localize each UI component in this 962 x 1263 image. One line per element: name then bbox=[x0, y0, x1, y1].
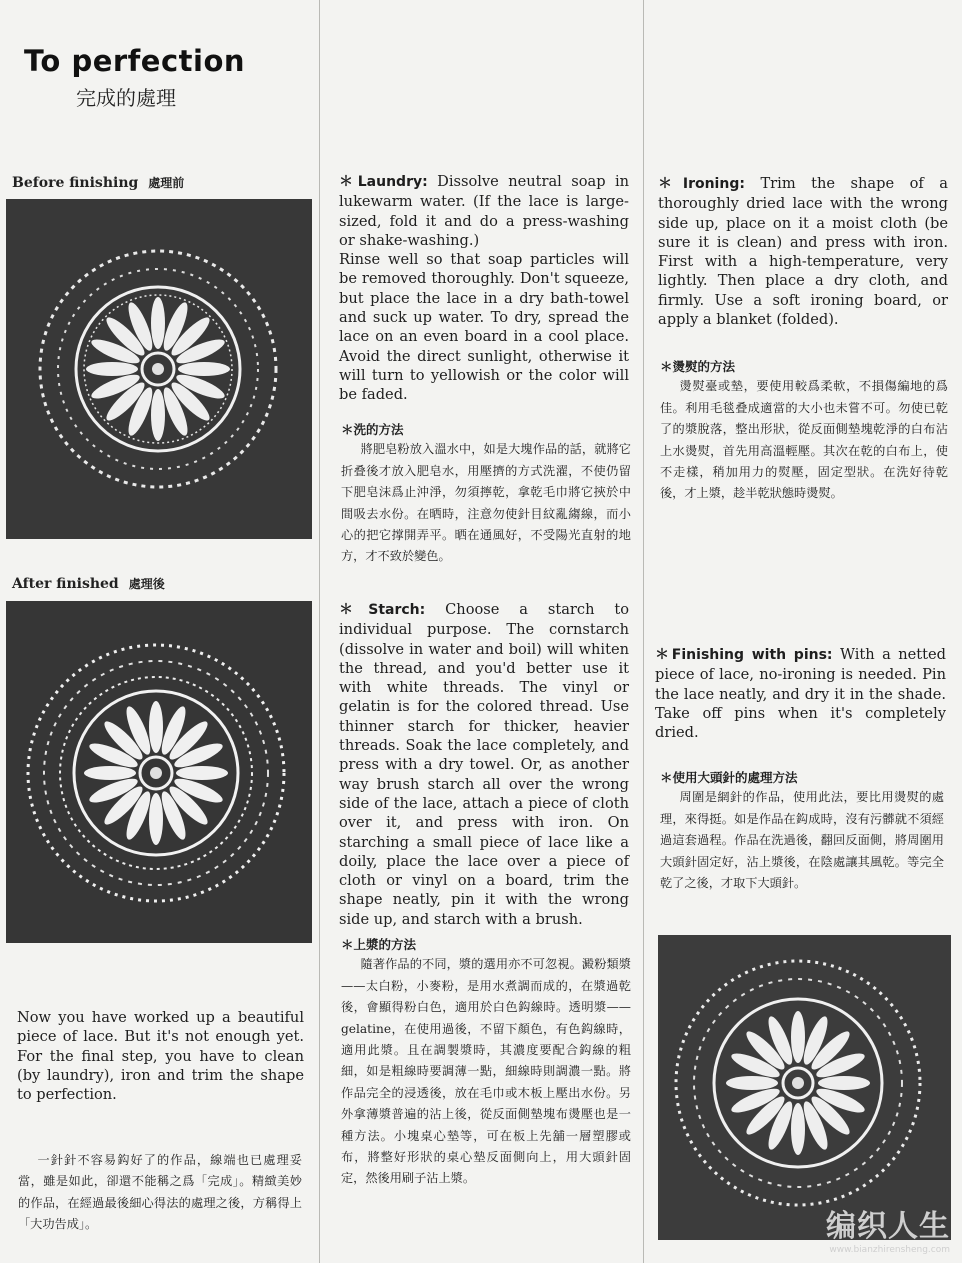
doily-petal bbox=[178, 362, 230, 376]
ironing-text: Trim the shape of a thoroughly dried lace with the wrong side up, place on it a moist cloth (be sure it is clean) and press with iron. First with a high-temperature, very lightly. Then place a dry cloth, and firmly. Use a soft ironing board, or apply a blanket (folded). bbox=[658, 175, 948, 329]
intro-text-zh: 一針針不容易鈎好了的作品，線端也已處理妥當，雖是如此，卻還不能稱之爲「完成」。精緻美妙的作品，在經過最後細心得法的處理之後，方稱得上「大功告成」。 bbox=[18, 1153, 302, 1232]
pins-heading: ＊Finishing with pins: bbox=[655, 647, 833, 663]
pins-zh-heading: ＊使用大頭針的處理方法 bbox=[660, 770, 798, 785]
doily-before-illustration bbox=[6, 199, 312, 539]
ironing-zh-text: 燙熨臺或墊，要使用較爲柔軟，不損傷編地的爲佳。利用毛毯叠成適當的大小也未嘗不可。勿使已乾了的漿脫落，整出形狀，從反面側墊塊乾淨的白布沾上水燙熨，首先用高溫輕壓。其次在乾的白布上，使不走樣，稍加用力的熨壓，固定型狀。在洗好待乾後，才上漿，趁半乾狀態時燙熨。 bbox=[660, 379, 948, 501]
laundry-heading: ＊Laundry: bbox=[339, 174, 428, 190]
pins-text: With a netted piece of lace, no-ironing is needed. Pin the lace neatly, and dry it in the shade. Take off pins when it's completely dried. bbox=[655, 646, 946, 742]
laundry-zh-text: 將肥皂粉放入溫水中，如是大塊作品的話，就將它折叠後才放入肥皂水，用壓擠的方式洗濯，不使仍留下肥皂沫爲止沖淨，勿須擰乾，拿乾毛巾將它挾於中間吸去水份。在晒時，注意勿使針目紋亂縐線，而小心的把它撑開弄平。晒在通風好，不受陽光直射的地方，才不致於變色。 bbox=[341, 442, 631, 564]
ironing-section bbox=[658, 174, 948, 329]
page-title-zh: 完成的處理 bbox=[76, 86, 176, 110]
pins-section bbox=[655, 645, 946, 742]
doily-petal bbox=[86, 362, 138, 376]
page-title: To perfection bbox=[24, 44, 246, 78]
laundry-zh-heading: ＊洗的方法 bbox=[341, 422, 404, 437]
watermark-logo: 编织人生 bbox=[826, 1209, 950, 1244]
ironing-zh-heading: ＊燙熨的方法 bbox=[660, 359, 736, 374]
intro-text-en: Now you have worked up a beautiful piece of lace. But it's not enough yet. For the final step, you have to clean (by laundry), iron and trim the shape to perfection. bbox=[17, 1009, 304, 1104]
laundry-text-2: Rinse well so that soap particles will be removed thoroughly. Don't squeeze, but place the lace in a dry bath-towel and suck up water. To dry, spread the lace on an even board in a cool place. Avoid the direct sunlight, otherwise it will turn to yellowish or the color will be faded. bbox=[339, 251, 629, 404]
doily-petal bbox=[84, 766, 136, 780]
starch-section bbox=[339, 600, 629, 929]
starch-text: Choose a starch to individual purpose. The cornstarch (dissolve in water and boil) will whiten the thread, and you'd better use it with white threads. The vinyl or gelatin is for the colored thread. Use thinner starch for thicker, heavier threads. Soak the lace completely, and press with a dry towel. Or, as another way brush starch all over the wrong side of the lace, attach a piece of cloth over it, and press with iron. On starching a small piece of lace like a doily, place the lace over a piece of cloth or vinyl on a board, trim the shape neatly, pin it with the wrong side up, and starch with a brush. bbox=[339, 601, 629, 928]
before-label-zh: 處理前 bbox=[148, 176, 185, 190]
starch-zh-section bbox=[341, 935, 631, 1190]
doily-petal bbox=[151, 297, 165, 349]
doily-photo-pinned bbox=[658, 935, 951, 1240]
doily-petal bbox=[791, 1103, 805, 1155]
doily-petal bbox=[151, 389, 165, 441]
pins-zh-section bbox=[660, 768, 944, 894]
doily-petal bbox=[791, 1011, 805, 1063]
starch-zh-text: 隨著作品的不同，漿的選用亦不可忽視。澱粉類漿——太白粉，小麥粉，是用水煮調而成的，在漿過乾後，會顯得粉白色，適用於白色鈎線時。透明漿——gelatine，在使用過後，不留下顏色，有色鈎線時，適用此漿。且在調製漿時，其濃度要配合鈎線的粗細，如是粗線時要調薄一點，細線時則調濃一點。將作品完全的浸透後，放在毛巾或木板上壓出水份。另外拿薄漿普遍的沾上後，從反面側墊塊布燙壓也是一種方法。小塊桌心墊等，可在板上先舖一層塑膠或布，將整好形狀的桌心墊反面側向上，用大頭針固定，然後用刷子沾上漿。 bbox=[341, 957, 631, 1186]
doily-petal bbox=[149, 793, 163, 845]
doily-petal bbox=[818, 1076, 870, 1090]
pins-zh-text: 周圍是網針的作品，使用此法，要比用燙熨的處理，來得挺。如是作品在鈎成時，沒有污髒就不須經過這套過程。作品在洗過後，翻回反面側，將周圍用大頭針固定好，沾上漿後，在陰處讓其風乾。等完全乾了之後，才取下大頭針。 bbox=[660, 790, 944, 890]
watermark-url: www.bianzhirensheng.com bbox=[829, 1245, 950, 1255]
laundry-section bbox=[339, 172, 629, 405]
doily-pinned-illustration bbox=[658, 935, 951, 1240]
after-label-en: After finished bbox=[12, 576, 119, 592]
watermark bbox=[826, 1201, 950, 1255]
doily-photo-after bbox=[6, 601, 312, 943]
ironing-heading: ＊Ironing: bbox=[658, 176, 745, 192]
starch-heading: ＊Starch: bbox=[339, 602, 426, 618]
before-finishing-label bbox=[12, 174, 184, 191]
laundry-text: Dissolve neutral soap in lukewarm water. (If the lace is large-sized, fold it and do a press-washing or shake-washing.) bbox=[339, 173, 630, 249]
doily-petal bbox=[176, 766, 228, 780]
starch-zh-heading: ＊上漿的方法 bbox=[341, 937, 417, 952]
before-label-en: Before finishing bbox=[12, 175, 139, 191]
doily-after-illustration bbox=[6, 601, 312, 943]
ironing-zh-section bbox=[660, 357, 948, 505]
laundry-zh-section bbox=[341, 420, 631, 568]
column-divider-right bbox=[643, 0, 644, 1263]
after-label-zh: 處理後 bbox=[128, 577, 165, 591]
intro-text-zh-block bbox=[18, 1150, 302, 1236]
intro-text-en-block bbox=[17, 1008, 304, 1104]
doily-petal bbox=[149, 701, 163, 753]
doily-petal bbox=[726, 1076, 778, 1090]
doily-photo-before bbox=[6, 199, 312, 539]
column-divider-left bbox=[319, 0, 320, 1263]
after-finished-label bbox=[12, 575, 165, 592]
